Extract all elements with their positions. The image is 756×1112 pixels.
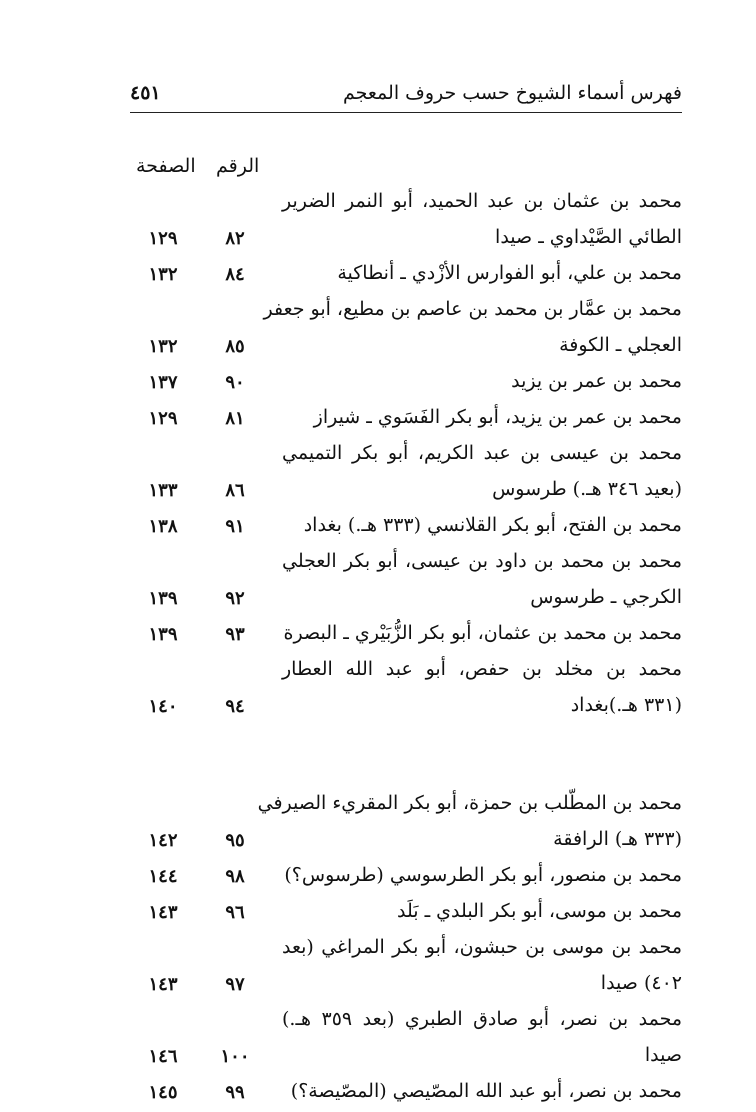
entry-text: محمد بن عثمان بن عبد الحميد، أبو النمر الضرير [282, 190, 682, 212]
entry-page: ١٤٥ [148, 1082, 178, 1103]
entry-text: محمد بن مخلد بن حفص، أبو عبد الله العطار [282, 658, 682, 680]
entry-page: ١٤٤ [148, 866, 178, 887]
index-line [130, 366, 682, 402]
index-line [130, 824, 682, 860]
column-header-number: الرقم [216, 155, 260, 177]
entry-number: ٨٢ [225, 228, 245, 249]
entry-page: ١٤٣ [148, 974, 178, 995]
entry-number: ٨٦ [225, 480, 245, 501]
index-line [130, 438, 682, 474]
entry-text: ٤٠٢) صيدا [600, 972, 682, 994]
entry-number: ١٠٠ [220, 1046, 250, 1067]
index-line [130, 222, 682, 258]
entry-text: محمد بن نصر، أبو عبد الله المصّيصي (المصّيصة؟) [290, 1080, 682, 1102]
entry-text: محمد بن موسى بن حبشون، أبو بكر المراغي (بعد [282, 936, 682, 958]
index-line [130, 618, 682, 654]
index-line [130, 510, 682, 546]
entry-number: ٨٥ [225, 336, 245, 357]
index-line [130, 186, 682, 222]
index-line [130, 294, 682, 330]
entry-number: ٩٠ [225, 372, 245, 393]
entry-page: ١٣٩ [148, 588, 178, 609]
index-entries [130, 186, 682, 1112]
entry-number: ٩١ [225, 516, 245, 537]
entry-text: محمد بن محمد بن عثمان، أبو بكر الزُّبَيْري ـ البصرة [283, 622, 682, 644]
entry-page: ١٣٧ [148, 372, 178, 393]
entry-number: ٩٥ [225, 830, 245, 851]
index-line [130, 896, 682, 932]
entry-text: محمد بن عمر بن يزيد، أبو بكر الفَسَوي ـ شيراز [313, 406, 682, 428]
entry-page: ١٤٠ [148, 696, 178, 717]
header-rule [130, 112, 682, 113]
entry-number: ٩٢ [225, 588, 245, 609]
entry-text: محمد بن عمر بن يزيد [511, 370, 682, 392]
entry-number: ٩٨ [225, 866, 245, 887]
index-line [130, 968, 682, 1004]
index-line [130, 474, 682, 510]
entry-text: محمد بن المطّلب بن حمزة، أبو بكر المقريء الصيرفي [257, 792, 682, 814]
index-line [130, 1076, 682, 1112]
entry-number: ٩٩ [225, 1082, 245, 1103]
index-line [130, 788, 682, 824]
blank-line [130, 726, 682, 788]
running-head [130, 82, 682, 112]
entry-text: الطائي الصَّيْداوي ـ صيدا [495, 226, 682, 248]
entry-page: ١٤٣ [148, 902, 178, 923]
index-line [130, 932, 682, 968]
entry-text: العجلي ـ الكوفة [559, 334, 682, 356]
entry-text: محمد بن الفتح، أبو بكر القلانسي (٣٣٣ هـ.) بغداد [303, 514, 682, 536]
entry-text: محمد بن عمَّار بن محمد بن عاصم بن مطيع، أبو جعفر [263, 298, 682, 320]
entry-number: ٩٧ [225, 974, 245, 995]
entry-text: محمد بن منصور، أبو بكر الطرسوسي (طرسوس؟) [284, 864, 682, 886]
index-line [130, 258, 682, 294]
entry-page: ١٣٩ [148, 624, 178, 645]
index-line [130, 582, 682, 618]
entry-page: ١٣٢ [148, 264, 178, 285]
column-header-page: الصفحة [136, 155, 196, 177]
entry-page: ١٣٢ [148, 336, 178, 357]
entry-text: صيدا [644, 1044, 682, 1066]
index-line [130, 1040, 682, 1076]
index-line [130, 402, 682, 438]
running-title: فهرس أسماء الشيوخ حسب حروف المعجم [342, 82, 682, 104]
entry-text: محمد بن عيسى بن عبد الكريم، أبو بكر التميمي [282, 442, 682, 464]
entry-text: (٣٣٣ هـ) الرافقة [553, 828, 682, 850]
entry-page: ١٣٨ [148, 516, 178, 537]
entry-number: ٨١ [225, 408, 245, 429]
entry-page: ١٢٩ [148, 228, 178, 249]
entry-text: (٣٣١ هـ.)بغداد [570, 694, 682, 716]
entry-text: (بعيد ٣٤٦ هـ.) طرسوس [492, 478, 682, 500]
page-number: ٤٥١ [130, 82, 161, 104]
index-line [130, 690, 682, 726]
index-line [130, 330, 682, 366]
entry-text: محمد بن نصر، أبو صادق الطبري (بعد ٣٥٩ هـ.) [282, 1008, 683, 1030]
entry-number: ٩٣ [225, 624, 245, 645]
entry-text: محمد بن محمد بن داود بن عيسى، أبو بكر العجلي [282, 550, 682, 572]
entry-number: ٨٤ [225, 264, 245, 285]
index-line [130, 1004, 682, 1040]
entry-page: ١٤٢ [148, 830, 178, 851]
entry-number: ٩٦ [225, 902, 245, 923]
entry-page: ١٤٦ [148, 1046, 178, 1067]
entry-number: ٩٤ [225, 696, 245, 717]
entry-text: الكرجي ـ طرسوس [530, 586, 682, 608]
entry-page: ١٢٩ [148, 408, 178, 429]
index-line [130, 860, 682, 896]
entry-page: ١٣٣ [148, 480, 178, 501]
index-line [130, 654, 682, 690]
entry-text: محمد بن موسى، أبو بكر البلدي ـ بَلَد [396, 900, 682, 922]
entry-text: محمد بن علي، أبو الفوارس الأزْدي ـ أنطاكية [337, 262, 682, 284]
index-line [130, 546, 682, 582]
